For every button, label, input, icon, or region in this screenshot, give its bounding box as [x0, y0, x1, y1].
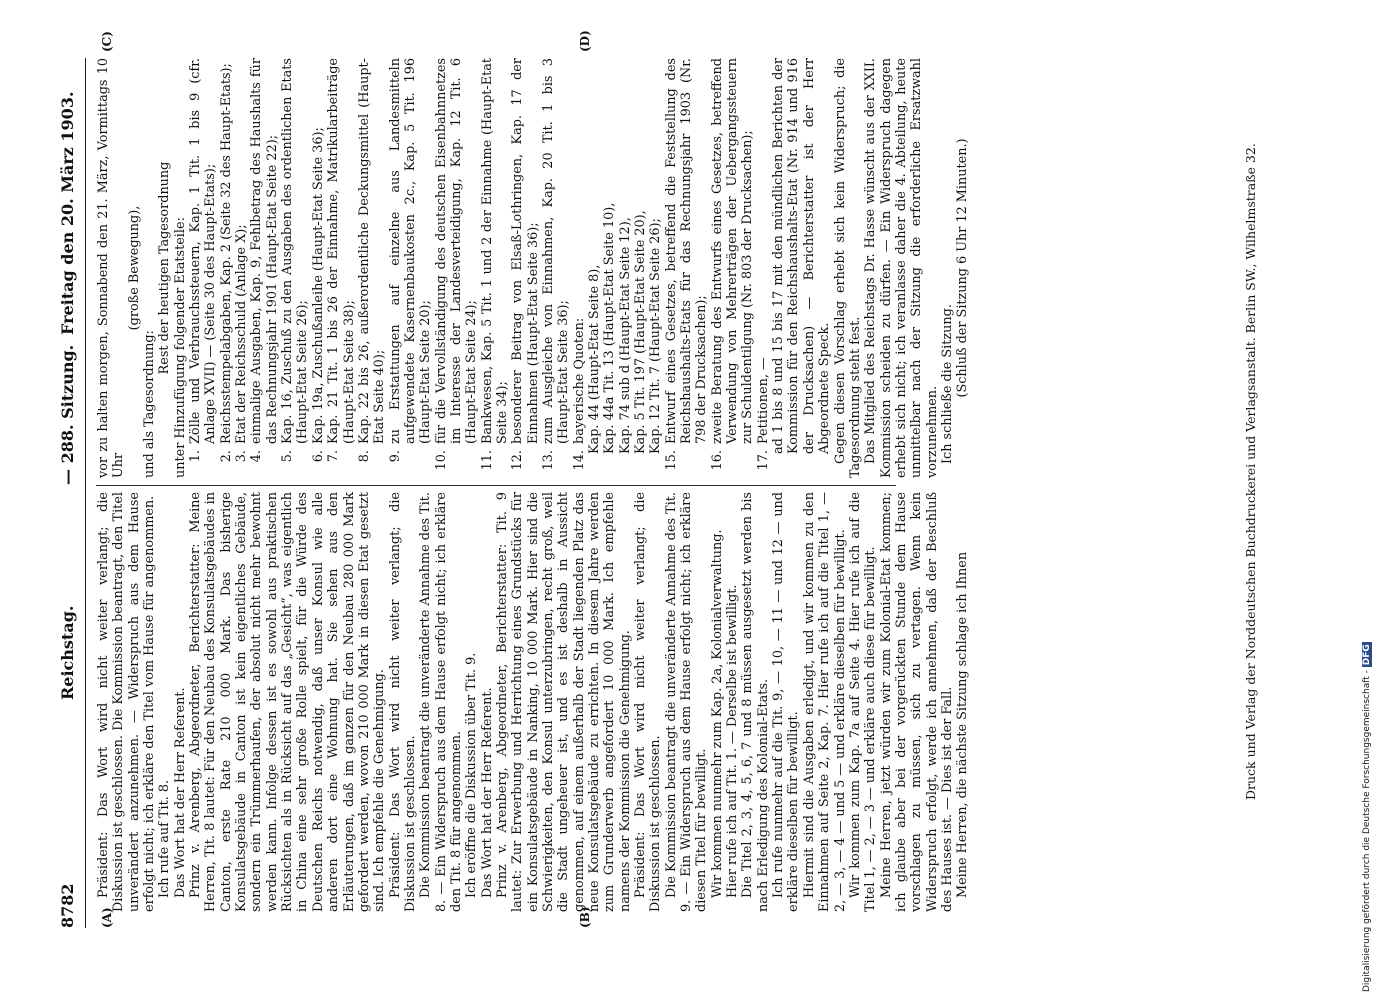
- agenda-number: 4.: [249, 450, 265, 463]
- quota-item: Kap. 74 sub d (Haupt-Etat Seite 12),: [617, 217, 633, 454]
- agenda-number: 11.: [479, 450, 495, 471]
- agenda-item: [541, 58, 572, 478]
- agenda-item: [756, 58, 771, 478]
- agenda-item: [434, 58, 480, 478]
- paragraph: Ich rufe auf Tit. 8.: [157, 779, 173, 898]
- agenda-text: Zölle und Verbrauchssteuern, Kap. 1 Tit. 1 bis 9 (cfr. Anlage XVII) — (Seite 30 des Haupt-Etats);: [188, 58, 219, 444]
- agenda-text: zweite Beratung des Entwurfs eines Gesetzes, betreffend Verwendung von Mehrerträgen der Uebergangssteuern zur Schuldentilgung (Nr. 803 der Drucksachen);: [709, 58, 756, 444]
- paragraph: Die Titel 2, 3, 4, 5, 6, 7 und 8 müssen ausgesetzt werden bis nach Erledigung des Kolonial-Etats.: [740, 492, 771, 912]
- paragraph: ad 1 bis 8 und 15 bis 17 mit den mündlichen Berichten der Kommission für den Reichshaushalts-Etat (Nr. 914 und 916 der Drucksachen) — Berichterstatter ist der Herr Abgeordnete Speck.: [771, 58, 833, 454]
- dfg-credit-text: Digitalisierung gefördert durch die Deutsche Forschungsgemeinschaft -: [1362, 670, 1372, 992]
- paragraph: Hier rufe ich auf Tit. 1. — Derselbe ist bewilligt.: [725, 584, 741, 898]
- agenda-number: 15.: [663, 450, 679, 471]
- header-rule: [85, 58, 86, 928]
- agenda-text: Reichsstempelabgaben, Kap. 2 (Seite 32 des Haupt-Etats);: [218, 63, 234, 444]
- paragraph: unter Hinzufügung folgender Etatsteile:: [172, 217, 188, 478]
- agenda-text: Entwurf eines Gesetzes, betreffend die Feststellung des Reichshaushalts-Etats für das Rechnungsjahr 1903 (Nr. 798 der Drucksachen);: [663, 58, 710, 444]
- paragraph: Wir kommen zum Kap. 7a auf Seite 4. Hier rufe ich auf die Titel 1, — 2, — 3 — und erkläre auch diese für bewilligt.: [847, 492, 879, 912]
- paragraph: Das Mitglied des Reichstags Dr. Hasse wünscht aus der XXII. Kommission scheiden zu dürfen. — Ein Widerspruch dagegen erhebt sich nicht; ich veranlasse daher die 4. Abteilung, heute unmittelbar nach der Sitzung die erforderliche Ersatzwahl vorzunehmen.: [863, 58, 940, 478]
- agenda-number: 8.: [356, 450, 372, 463]
- column-left: [96, 492, 971, 912]
- paragraph: Rest der heutigen Tagesordnung: [157, 161, 173, 375]
- agenda-number: 14.: [571, 450, 587, 471]
- agenda-number: 5.: [280, 450, 296, 463]
- agenda-list-continued: [664, 58, 771, 478]
- agenda-item: [357, 58, 388, 478]
- agenda-item: [388, 58, 434, 478]
- paragraph: Ich eröffne die Diskussion über Tit. 9.: [464, 652, 480, 898]
- agenda-number: 6.: [310, 450, 326, 463]
- paragraph: Prinz v. Arenberg, Abgeordneter, Berichterstatter: Tit. 9 lautet: Zur Erwerbung und Herrichtung eines Grundstücks für ein Konsulatsgebäude in Nanking, 10 000 Mark. Hier sind die Schwierigkeiten, den Konsul unterzubringen, recht groß, weil die Stadt ungeheuer ist, und es ist deshalb in Aussicht genommen, auf einem außerhalb der Stadt liegenden Platz das neue Konsulatsgebäude zu errichten. In diesem Jahre werden zum Grunderwerb angefordert 10 000 Mark. Ich empfehle namens der Kommission die Genehmigung.: [494, 492, 633, 912]
- agenda-number: 16.: [709, 450, 725, 471]
- agenda-text: Etat der Reichsschuld (Anlage X);: [234, 224, 250, 444]
- paragraph: Das Wort hat der Herr Referent.: [172, 687, 188, 898]
- session-date: Freitag den 20. März 1903.: [58, 91, 77, 335]
- agenda-text: einmalige Ausgaben, Kap. 9, Fehlbetrag des Haushalts für das Rechnungsjahr 1901 (Haupt-Etat Seite 22);: [249, 58, 280, 444]
- quota-item: Kap. 44 (Haupt-Etat Seite 8),: [587, 264, 602, 454]
- quota-item: Kap. 5 Tit. 197 (Haupt-Etat Seite 20),: [633, 210, 649, 454]
- agenda-number: 9.: [387, 450, 403, 463]
- margin-marker-a: (A): [100, 907, 114, 928]
- paragraph: Präsident: Das Wort wird nicht weiter verlangt; die Diskussion ist geschlossen.: [387, 492, 418, 912]
- agenda-item: [510, 58, 541, 478]
- agenda-number: 13.: [540, 450, 556, 471]
- paragraph: Prinz v. Arenberg, Abgeordneter, Berichterstatter: Meine Herren, Tit. 8 lautet: Für den Neubau des Konsulatsgebäudes in Canton, erste Rate 210 000 Mark. Das bisherige Konsulatsgebäude in Canton ist kein eigentliches Gebäude, sondern ein Trümmerhaufen, der absolut nicht mehr bewohnt werden kann. Infolge dessen ist es sowohl aus praktischen Rücksichten als in Rücksicht auf das „Gesicht“, was eigentlich in China eine sehr große Rolle spielt, für die Würde des Deutschen Reichs notwendig, daß unser Konsul wie alle anderen dort eine Wohnung hat. Sie sehen aus den Erläuterungen, daß im ganzen für den Neubau 280 000 Mark gefordert werden, wovon 210 000 Mark in diesen Etat gesetzt sind. Ich empfehle die Genehmigung.: [188, 492, 388, 912]
- agenda-text: Petitionen, —: [755, 357, 771, 444]
- quota-item: Kap. 12 Tit. 7 (Haupt-Etat Seite 26);: [648, 218, 664, 454]
- paragraph: Präsident: Das Wort wird nicht weiter verlangt; die Diskussion ist geschlossen. Die Kommission beantragt, den Titel unverändert anzunehmen. — Widerspruch aus dem Hause erfolgt nicht; ich erkläre den Titel vom Hause für angenommen.: [96, 492, 158, 912]
- agenda-text: bayerische Quoten:: [571, 317, 587, 444]
- agenda-text: zu Erstattungen auf einzelne aus Landesmitteln aufgewendete Kasernenbaukosten 2c., Kap. 5 Tit. 196 (Haupt-Etat Seite 20);: [387, 58, 434, 444]
- paragraph: Hiermit sind die Ausgaben erledigt, und wir kommen zu den Einnahmen auf Seite 2, Kap. 7. Hier rufe ich auf die Titel 1, — 2, — 3, — 4 — und 5 — und erkläre dieselben für bewilligt.: [801, 492, 848, 912]
- agenda-number: 3.: [234, 450, 250, 463]
- agenda-item: [234, 58, 249, 478]
- agenda-item: [480, 58, 511, 478]
- margin-marker-c: (C): [100, 31, 114, 52]
- paragraph: Die Kommission beantragt die unveränderte Annahme des Tit. 9. — Ein Widerspruch aus dem Hause erfolgt nicht; ich erkläre diesen Titel für bewilligt.: [663, 492, 710, 912]
- agenda-item: [311, 58, 326, 478]
- agenda-text: Kap. 16, Zuschuß zu den Ausgaben des ordentlichen Etats (Haupt-Etat Seite 26);: [280, 58, 311, 444]
- dfg-logo: DFG: [1362, 644, 1372, 666]
- margin-marker-d: (D): [578, 30, 592, 52]
- agenda-number: 7.: [326, 450, 342, 463]
- agenda-text: zum Ausgleiche von Einnahmen, Kap. 20 Tit. 1 bis 3 (Haupt-Etat Seite 36);: [540, 58, 572, 444]
- agenda-text: für die Vervollständigung des deutschen Eisenbahnnetzes im Interesse der Landesverteidigung, Kap. 12 Tit. 6 (Haupt-Etat Seite 24);: [433, 58, 480, 444]
- paragraph: vor zu halten morgen, Sonnabend den 21. März, Vormittags 10 Uhr: [96, 58, 127, 478]
- paragraph: Das Wort hat der Herr Referent.: [479, 687, 495, 898]
- agenda-item: [572, 58, 587, 478]
- agenda-text: Kap. 22 bis 26, außerordentliche Deckungsmittel (Haupt-Etat Seite 40);: [356, 58, 388, 444]
- column-divider: [96, 485, 896, 486]
- agenda-item: [249, 58, 280, 478]
- agenda-item: [280, 58, 311, 478]
- printer-footer: Druck und Verlag der Norddeutschen Buchdruckerei und Verlagsanstalt. Berlin SW., Wilhelmstraße 32.: [1243, 143, 1258, 800]
- agenda-item: [219, 58, 234, 478]
- agenda-item: [664, 58, 710, 478]
- paragraph: Ich schließe die Sitzung.: [939, 304, 955, 464]
- agenda-text: besonderer Beitrag von Elsaß-Lothringen, Kap. 17 der Einnahmen (Haupt-Etat Seite 36);: [510, 58, 541, 444]
- agenda-number: 2.: [218, 450, 234, 463]
- session-title: — 288. Sitzung.: [58, 344, 77, 485]
- paragraph: Meine Herren, die nächste Sitzung schlage ich Ihnen: [955, 551, 971, 898]
- page-number: 8782: [58, 883, 77, 928]
- body-title: Reichstag.: [58, 605, 77, 700]
- agenda-number: 1.: [188, 450, 204, 463]
- agenda-list: [188, 58, 587, 478]
- agenda-item: [188, 58, 219, 478]
- agenda-number: 12.: [510, 450, 526, 471]
- paragraph: Die Kommission beantragt die unveränderte Annahme des Tit. 8. — Ein Widerspruch aus dem Hause erfolgt nicht; ich erkläre den Tit. 8 für angenommen.: [418, 492, 464, 912]
- quota-item: Kap. 44a Tit. 13 (Haupt-Etat Seite 10),: [602, 202, 618, 454]
- paragraph: Wir kommen nunmehr zum Kap. 2a, Kolonialverwaltung.: [709, 529, 725, 898]
- agenda-number: 17.: [755, 450, 771, 471]
- column-right: [96, 58, 971, 478]
- paragraph: Gegen diesen Vorschlag erhebt sich kein Widerspruch; die Tagesordnung steht fest.: [832, 58, 863, 478]
- agenda-text: Kap. 21 Tit. 1 bis 26 der Einnahme, Matrikularbeiträge (Haupt-Etat Seite 38);: [326, 58, 357, 444]
- paragraph: und als Tagesordnung:: [142, 330, 158, 478]
- paragraph: (große Bewegung),: [126, 205, 142, 331]
- quota-list: [587, 58, 664, 478]
- paragraph: Meine Herren, jetzt würden wir zum Kolonial-Etat kommen; ich glaube aber bei der vorgerückten Stunde dem Hause vorschlagen zu müssen, sich zu vertagen. Wenn kein Widerspruch erfolgt, werde ich annehmen, daß der Beschluß des Hauses ist. — Dies ist der Fall.: [878, 492, 955, 912]
- agenda-text: Bankwesen, Kap. 5 Tit. 1 und 2 der Einnahme (Haupt-Etat Seite 34);: [479, 58, 510, 444]
- agenda-item: [326, 58, 357, 478]
- agenda-item: [710, 58, 756, 478]
- closing-note: (Schluß der Sitzung 6 Uhr 12 Minuten.): [955, 138, 971, 398]
- paragraph: Ich rufe nunmehr auf die Tit. 9, — 10, — 11 — und 12 — und erkläre dieselben für bewilligt.: [771, 492, 802, 912]
- paragraph: Präsident: Das Wort wird nicht weiter verlangt; die Diskussion ist geschlossen.: [633, 492, 664, 912]
- dfg-credit: [1362, 644, 1372, 992]
- agenda-number: 10.: [433, 450, 449, 471]
- margin-marker-b: (B): [578, 906, 592, 928]
- agenda-text: Kap. 19a, Zuschußanleihe (Haupt-Etat Seite 36);: [310, 127, 326, 444]
